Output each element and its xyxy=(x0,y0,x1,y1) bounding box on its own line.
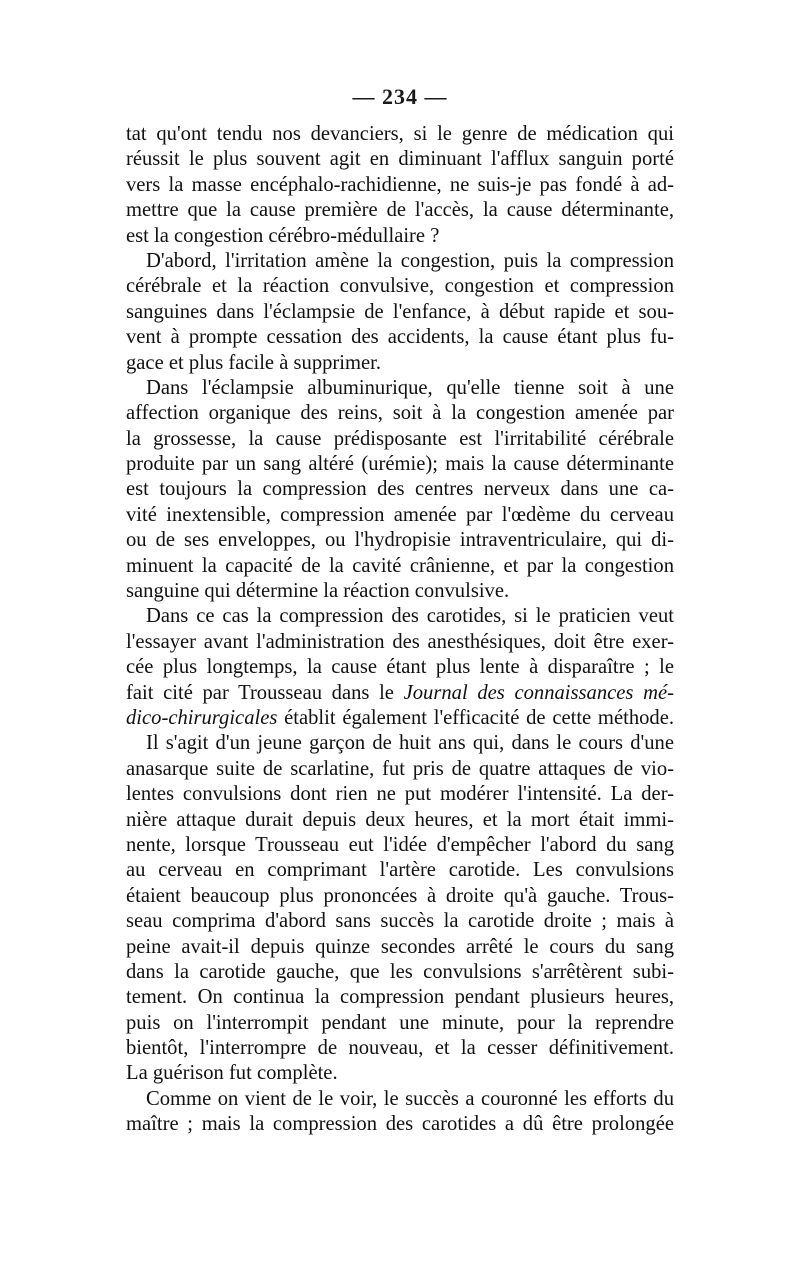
text-line xyxy=(126,427,674,452)
line-text: gace et plus facile à supprimer. xyxy=(126,351,382,374)
text-line xyxy=(126,1112,674,1137)
line-text: nière attaque durait depuis deux heures, et la mort était immi- xyxy=(126,808,674,831)
line-text: affection organique des reins, soit à la congestion amenée par xyxy=(126,402,674,425)
text-line xyxy=(126,554,674,579)
text-line xyxy=(126,655,674,680)
line-text: nente, lorsque Trousseau eut l'idée d'empêcher l'abord du sang xyxy=(126,833,674,856)
body-text xyxy=(126,122,674,1138)
line-text: La guérison fut complète. xyxy=(126,1062,338,1085)
line-text: l'essayer avant l'administration des anesthésiques, doit être exer- xyxy=(126,630,674,653)
text-line xyxy=(126,630,674,655)
text-line xyxy=(126,122,674,147)
text-line xyxy=(126,579,674,604)
line-text: réussit le plus souvent agit en diminuant l'afflux sanguin porté xyxy=(126,148,674,171)
line-text: est la congestion cérébro-médullaire ? xyxy=(126,224,440,247)
line-text: Il s'agit d'un jeune garçon de huit ans qui, dans le cours d'une xyxy=(146,732,674,755)
line-text: sanguines dans l'éclampsie de l'enfance, à début rapide et sou- xyxy=(126,300,674,323)
line-text: vers la masse encéphalo-rachidienne, ne suis-je pas fondé à ad- xyxy=(126,173,674,196)
text-line xyxy=(126,858,674,883)
line-text: mettre que la cause première de l'accès, la cause déterminante, xyxy=(126,199,674,222)
line-text: établit également l'efficacité de cette méthode. xyxy=(277,706,674,729)
line-text: produite par un sang altéré (urémie); mais la cause déterminante xyxy=(126,453,674,476)
text-line xyxy=(126,1011,674,1036)
line-text: peine avait-il depuis quinze secondes arrêté le cours du sang xyxy=(126,935,674,958)
text-line xyxy=(126,274,674,299)
text-line xyxy=(126,935,674,960)
text-line xyxy=(126,376,674,401)
line-text: Dans ce cas la compression des carotides, si le praticien veut xyxy=(146,605,674,628)
text-line xyxy=(126,401,674,426)
italic-text: dico-chirurgicales xyxy=(126,706,278,729)
line-text: étaient beaucoup plus prononcées à droite qu'à gauche. Trous- xyxy=(126,884,674,907)
line-text: vent à prompte cessation des accidents, la cause étant plus fu- xyxy=(126,326,674,349)
line-text: maître ; mais la compression des carotides a dû être prolongée xyxy=(126,1113,674,1136)
line-text: la grossesse, la cause prédisposante est l'irritabilité cérébrale xyxy=(126,427,674,450)
text-line xyxy=(126,147,674,172)
line-text: tement. On continua la compression pendant plusieurs heures, xyxy=(126,986,674,1009)
italic-text: Journal des connaissances mé- xyxy=(403,681,674,704)
text-line xyxy=(126,909,674,934)
line-text: cée plus longtemps, la cause étant plus lente à disparaître ; le xyxy=(126,656,674,679)
line-text: dans la carotide gauche, que les convulsions s'arrêtèrent subi- xyxy=(126,960,674,983)
text-line xyxy=(126,173,674,198)
text-line xyxy=(126,681,674,706)
text-line xyxy=(126,985,674,1010)
text-line xyxy=(126,300,674,325)
line-text: Dans l'éclampsie albuminurique, qu'elle tienne soit à une xyxy=(146,376,674,399)
line-text: au cerveau en comprimant l'artère carotide. Les convulsions xyxy=(126,859,674,882)
line-text: Comme on vient de le voir, le succès a couronné les efforts du xyxy=(146,1087,674,1110)
text-line xyxy=(126,706,674,731)
text-line xyxy=(126,1087,674,1112)
text-line xyxy=(126,782,674,807)
line-text: sanguine qui détermine la réaction convulsive. xyxy=(126,580,510,603)
text-line xyxy=(126,731,674,756)
text-line xyxy=(126,833,674,858)
line-text: bientôt, l'interrompre de nouveau, et la cesser définitivement. xyxy=(126,1037,674,1060)
text-line xyxy=(126,224,674,249)
line-text: est toujours la compression des centres nerveux dans une ca- xyxy=(126,478,674,501)
line-text: cérébrale et la réaction convulsive, congestion et compression xyxy=(126,275,674,298)
line-text: minuent la capacité de la cavité crânienne, et par la congestion xyxy=(126,554,674,577)
line-text: tat qu'ont tendu nos devanciers, si le genre de médication qui xyxy=(126,123,674,145)
text-line xyxy=(126,452,674,477)
line-text: fait cité par Trousseau dans le xyxy=(126,681,404,704)
text-line xyxy=(126,604,674,629)
text-line xyxy=(126,477,674,502)
text-line xyxy=(126,528,674,553)
line-text: ou de ses enveloppes, ou l'hydropisie intraventriculaire, qui di- xyxy=(126,529,674,552)
text-line xyxy=(126,351,674,376)
line-text: lentes convulsions dont rien ne put modérer l'intensité. La der- xyxy=(126,783,674,806)
text-line xyxy=(126,757,674,782)
text-line xyxy=(126,1036,674,1061)
text-line xyxy=(126,198,674,223)
text-line xyxy=(126,325,674,350)
text-line xyxy=(126,808,674,833)
line-text: anasarque suite de scarlatine, fut pris de quatre attaques de vio- xyxy=(126,757,674,780)
text-line xyxy=(126,249,674,274)
text-line xyxy=(126,503,674,528)
line-text: vité inextensible, compression amenée par l'œdème du cerveau xyxy=(126,503,674,526)
line-text: seau comprima d'abord sans succès la carotide droite ; mais à xyxy=(126,910,674,933)
page-number: — 234 — xyxy=(352,84,448,109)
text-line xyxy=(126,960,674,985)
text-line xyxy=(126,884,674,909)
line-text: puis on l'interrompit pendant une minute, pour la reprendre xyxy=(126,1011,674,1034)
line-text: D'abord, l'irritation amène la congestion, puis la compression xyxy=(146,249,674,272)
text-line xyxy=(126,1061,674,1086)
